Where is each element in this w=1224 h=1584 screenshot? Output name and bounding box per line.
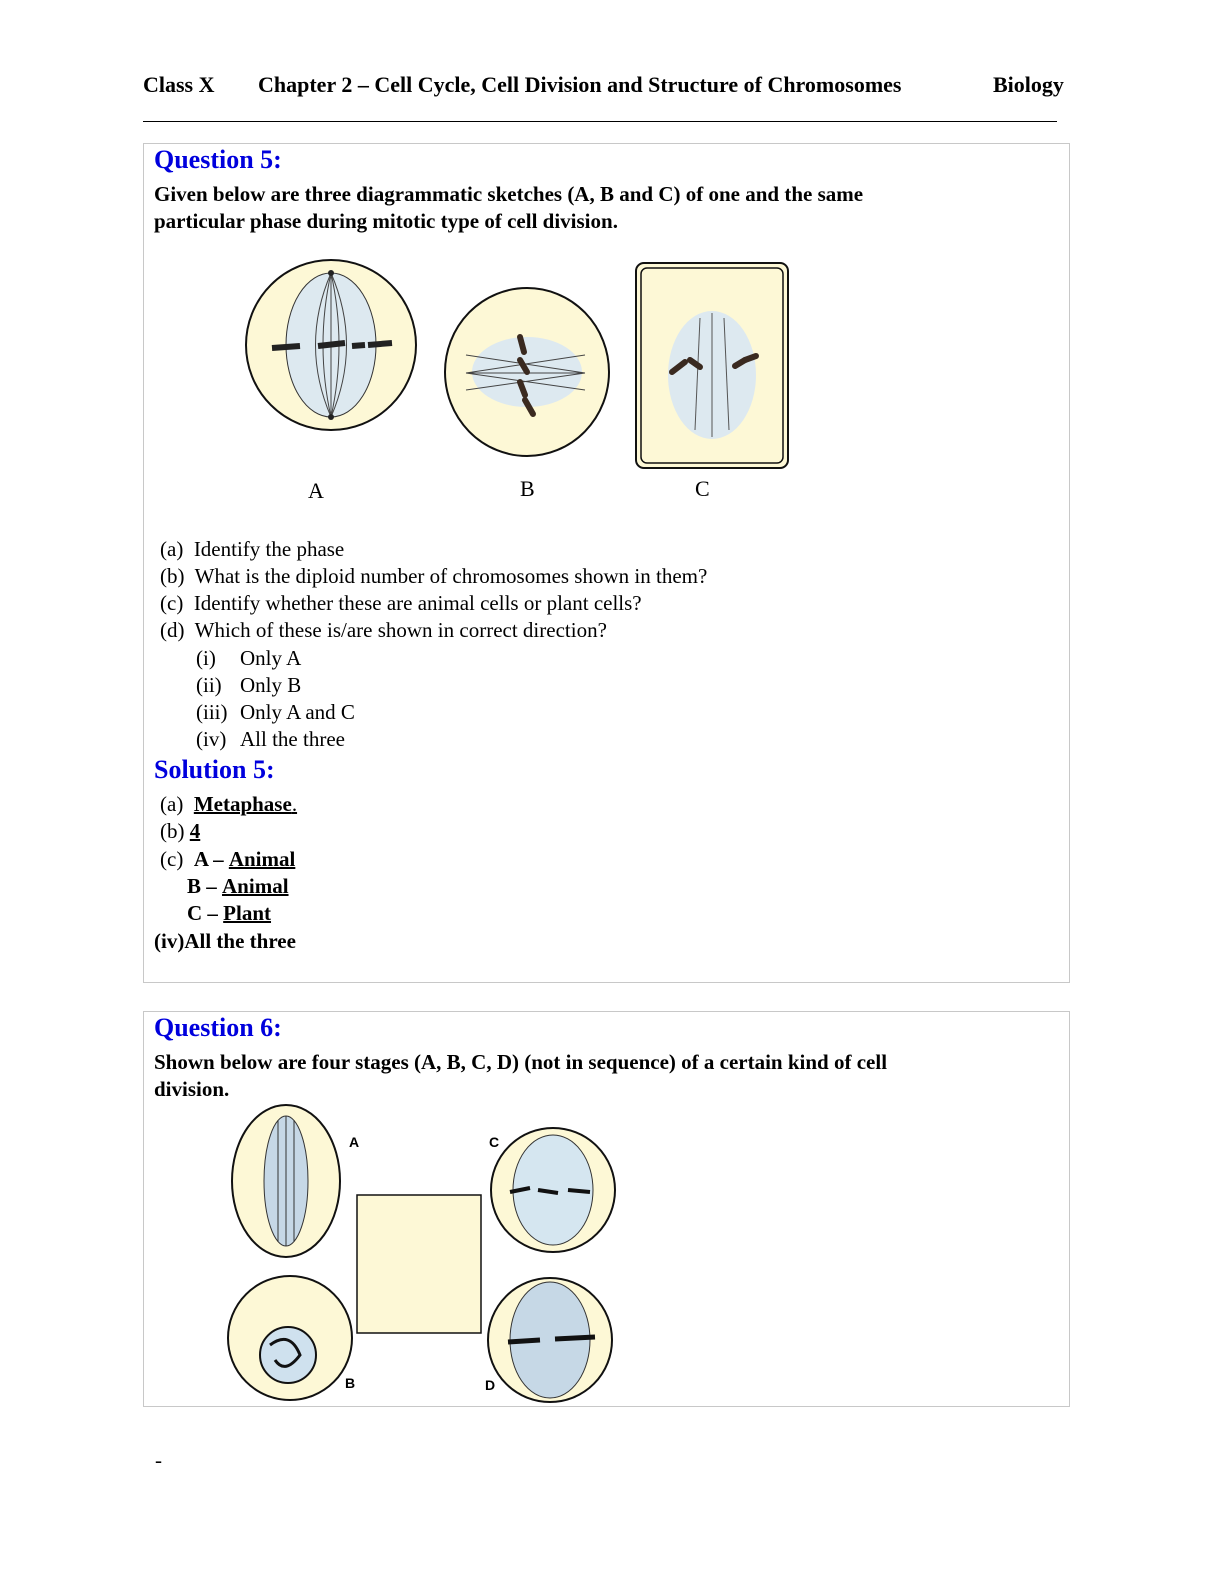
option-label: (iii) [196,700,228,724]
solution-5-title: Solution 5: [154,755,275,784]
question-5-prompt-2: particular phase during mitotic type of cell division. [154,209,618,233]
solution-label: (c) [160,847,184,871]
part-label: (a) [160,537,184,561]
header-chapter: Chapter 2 – Cell Cycle, Cell Division and Structure of Chromosomes [258,72,902,97]
solution-answer: Metaphase [193,792,292,816]
question-5-prompt-1: Given below are three diagrammatic sketches (A, B and C) of one and the same [154,182,864,206]
footer-mark: - [155,1448,162,1472]
option-iii [196,700,355,725]
header-class: Class X [143,72,215,97]
option-i [196,646,302,671]
question-5-title: Question 5: [154,145,282,174]
figure6-label-d: D [485,1377,496,1393]
option-text: Only A [240,646,302,670]
solution-answer: Plant [223,901,272,925]
option-iv [196,727,345,752]
part-c [160,591,642,616]
header-subject: Biology [993,72,1064,97]
part-text: What is the diploid number of chromosomes shown in them? [194,564,708,588]
figure-label-c: C [695,476,710,501]
option-text: Only B [240,673,302,697]
cell-a-diagram [246,260,416,430]
part-label: (c) [160,591,184,615]
option-label: (i) [196,646,216,670]
solution-a [160,792,297,817]
solution-suffix: . [291,792,298,816]
part-label: (b) [160,564,185,588]
question-6-prompt-2: division. [154,1077,230,1101]
part-a [160,537,344,562]
question-6-title: Question 6: [154,1013,282,1042]
solution-answer: Animal [222,874,289,898]
solution-answer: Animal [228,847,296,871]
figure6-label-a: A [349,1134,360,1150]
cell-c-diagram [636,263,788,468]
solution-key: B – [187,874,217,898]
part-d [160,618,607,643]
option-label: (iv) [196,727,227,751]
part-label: (d) [160,618,185,642]
solution-answer: 4 [189,819,201,843]
option-text: Only A and C [240,700,355,724]
solution-c-b [187,874,289,899]
solution-c-c [187,901,271,926]
option-label: (ii) [196,673,222,697]
cell-b-diagram [445,288,609,456]
solution-label: (b) [160,819,185,843]
part-b [160,564,707,589]
solution-key: C – [187,901,218,925]
solution-b [160,819,200,844]
figure-label-a: A [308,478,324,503]
solution-key: A – [193,847,224,871]
part-text: Which of these is/are shown in correct direction? [194,618,607,642]
figure6-label-c: C [489,1134,500,1150]
solution-d: (iv)All the three [154,929,296,953]
solution-label: (a) [160,792,184,816]
solution-c [160,847,295,872]
figure-label-b: B [520,476,535,501]
part-text: Identify the phase [193,537,345,561]
option-text: All the three [240,727,345,751]
question-6-prompt-1: Shown below are four stages (A, B, C, D) (not in sequence) of a certain kind of cell [154,1050,888,1074]
part-text: Identify whether these are animal cells or plant cells? [193,591,642,615]
option-ii [196,673,302,698]
figure6-label-b: B [345,1375,356,1391]
